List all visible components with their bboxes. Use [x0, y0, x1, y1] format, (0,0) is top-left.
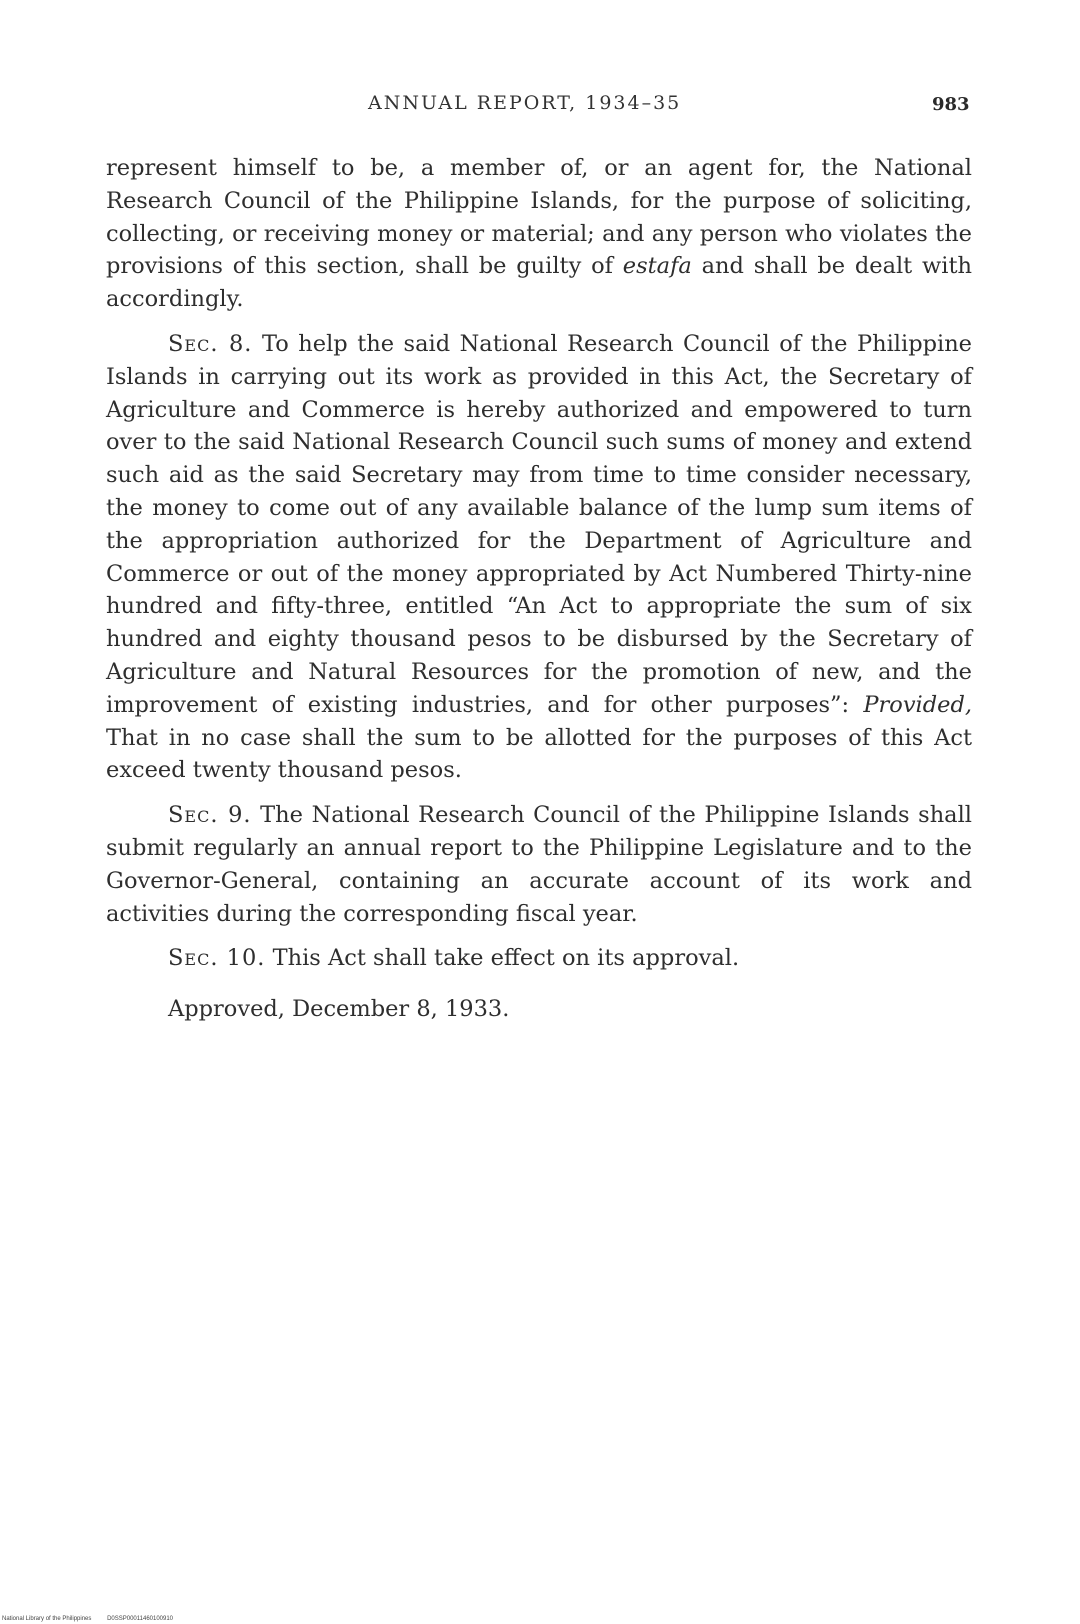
- approval-line: Approved, December 8, 1933.: [168, 996, 510, 1023]
- paragraph-text: and shall be dealt with accordingly.: [106, 253, 972, 313]
- paragraph-continued: [106, 152, 972, 316]
- paragraph-text: This Act shall take effect on its approval.: [265, 945, 740, 972]
- scan-footer: [2, 1616, 187, 1622]
- running-head: [0, 92, 1080, 122]
- section-label: Sec. 10.: [168, 945, 266, 972]
- section-8-paragraph: [106, 328, 972, 787]
- page-number: 983: [932, 94, 970, 115]
- section-label: Sec. 8.: [168, 330, 253, 357]
- footer-code: D0SSP00011460100910: [107, 1616, 174, 1622]
- paragraph-text: To help the said National Research Council of the Philippine Islands in carrying out its work as provided in this Act, the Secretary of Agriculture and Commerce is hereby authorized and empowered to turn over to the said National Research Council such sums of money and extend such aid as the said Secretary may from time to time consider necessary, the money to come out of any available balance of the lump sum items of the appropriation authorized for the Department of Agriculture and Commerce or out of the money appropriated by Act Numbered Thirty-nine hundred and fifty-three, entitled “An Act to appropriate the sum of six hundred and eighty thousand pesos to be disbursed by the Secretary of Agriculture and Natural Resources for the promotion of new, and the improvement of existing industries, and for other purposes”:: [106, 330, 973, 718]
- italic-term: Provided,: [863, 691, 972, 718]
- paragraph-text: That in no case shall the sum to be allotted for the purposes of this Act exceed twenty thousand pesos.: [106, 724, 972, 784]
- italic-term: estafa: [622, 253, 692, 280]
- running-title: ANNUAL REPORT, 1934–35: [368, 92, 682, 114]
- paragraph-text: The National Research Council of the Philippine Islands shall submit regularly an annual report to the Philippine Legislature and to the Governor-General, containing an accurate account of its work and activities during the corresponding fiscal year.: [106, 802, 972, 927]
- section-9-paragraph: [106, 799, 972, 930]
- footer-library: National Library of the Philippines: [2, 1616, 92, 1622]
- paragraph-text: represent himself to be, a member of, or an agent for, the National Research Council of the Philippine Islands, for the purpose of soliciting, collecting, or receiving money or material; and any person who violates the provisions of this section, shall be guilty of: [106, 155, 972, 280]
- section-label: Sec. 9.: [168, 802, 252, 829]
- body-text: [106, 152, 972, 1038]
- section-10-paragraph: [106, 942, 972, 975]
